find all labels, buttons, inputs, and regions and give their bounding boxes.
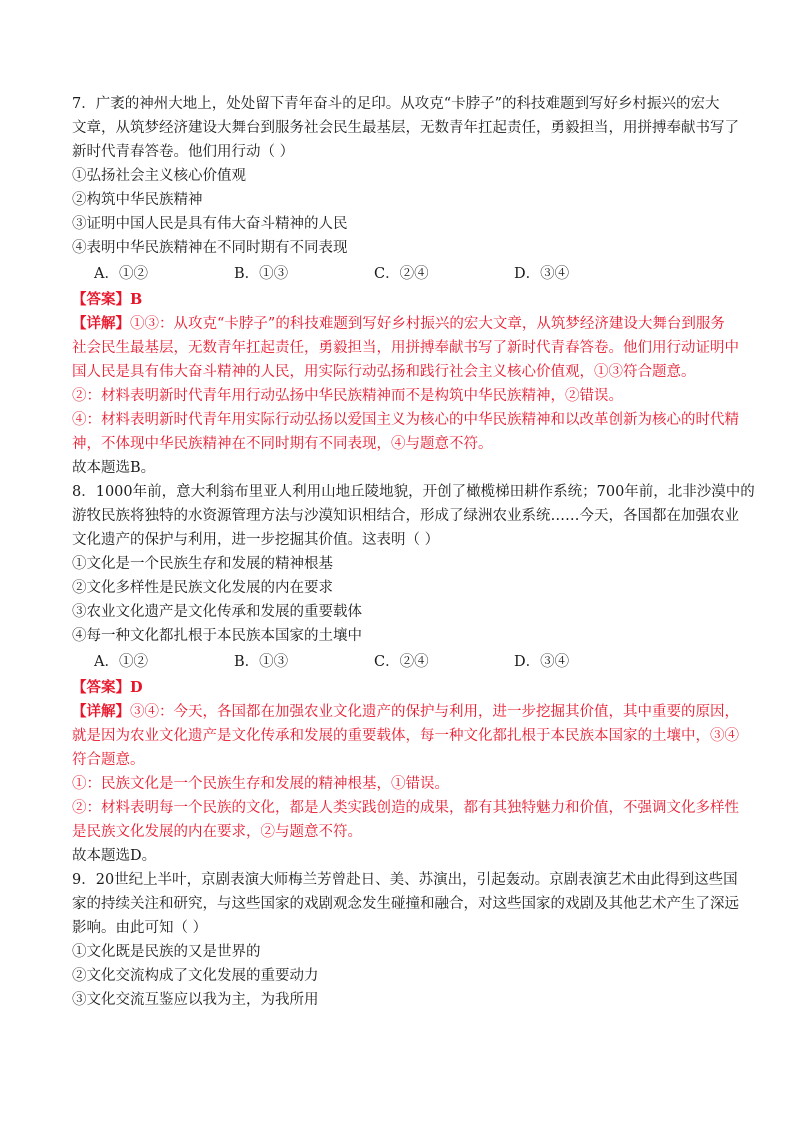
choice-d: D．③④ [514, 654, 570, 670]
option-item: ②文化多样性是民族文化发展的内在要求 [72, 580, 333, 596]
option-item: ②文化交流构成了文化发展的重要动力 [72, 968, 319, 984]
question-stem-line: 新时代青春答卷。他们用行动（ ） [72, 144, 295, 160]
question-stem-line: 家的持续关注和研究，与这些国家的戏剧观念发生碰撞和融合，对这些国家的戏剧及其他艺术产生了深远 [72, 896, 739, 912]
explanation-line: ②：材料表明每一个民族的文化，都是人类实践创造的成果，都有其独特魅力和价值，不强调文化多样性 [72, 800, 739, 816]
question-stem-line: 7．广袤的神州大地上，处处留下青年奋斗的足印。从攻克“卡脖子”的科技难题到写好乡村振兴的宏大 [72, 96, 720, 112]
choice-a: A．①② [94, 266, 148, 282]
option-item: ④每一种文化都扎根于本民族本国家的土壤中 [72, 628, 362, 644]
choice-b: B．①③ [234, 654, 289, 670]
explanation-line [72, 312, 728, 336]
option-item: ④表明中华民族精神在不同时期有不同表现 [72, 240, 348, 256]
explanation-text: ③④：今天，各国都在加强农业文化遗产的保护与利用，进一步挖掘其价值，其中重要的原因， [130, 704, 739, 720]
question-stem-line: 游牧民族将独特的水资源管理方法与沙漠知识相结合，形成了绿洲农业系统……今天，各国都在加强农业 [72, 508, 739, 524]
explanation-line [72, 700, 739, 724]
question-9 [72, 868, 739, 1012]
choice-a: A．①② [94, 654, 148, 670]
choice-row [72, 648, 728, 676]
explanation-line: 社会民生最基层，无数青年扛起责任，勇毅担当，用拼搏奉献书写了新时代青春答卷。他们用行动证明中 [72, 340, 739, 356]
question-stem-line: 文章，从筑梦经济建设大舞台到服务社会民生最基层，无数青年扛起责任，勇毅担当，用拼搏奉献书写了 [72, 120, 739, 136]
question-8 [72, 480, 755, 868]
question-stem-line: 影响。由此可知（ ） [72, 920, 208, 936]
question-stem-line: 8．1000年前，意大利翁布里亚人利用山地丘陵地貌，开创了橄榄梯田耕作系统；700年前，北非沙漠中的 [72, 484, 755, 500]
explanation-label: 【详解】 [72, 703, 130, 720]
question-stem-line: 文化遗产的保护与利用，进一步挖掘其价值。这表明（ ） [72, 532, 440, 548]
explanation-line: 就是因为农业文化遗产是文化传承和发展的重要载体，每一种文化都扎根于本民族本国家的土壤中，③④ [72, 728, 739, 744]
option-item: ③证明中国人民是具有伟大奋斗精神的人民 [72, 216, 348, 232]
question-7 [72, 92, 739, 480]
choice-c: C．②④ [374, 266, 429, 282]
option-item: ②构筑中华民族精神 [72, 192, 203, 208]
option-item: ①文化是一个民族生存和发展的精神根基 [72, 556, 333, 572]
explanation-line: ①：民族文化是一个民族生存和发展的精神根基，①错误。 [72, 776, 449, 792]
explanation-line: ②：材料表明新时代青年用行动弘扬中华民族精神而不是构筑中华民族精神，②错误。 [72, 388, 623, 404]
question-stem-line: 9．20世纪上半叶，京剧表演大师梅兰芳曾赴日、美、苏演出，引起轰动。京剧表演艺术由此得到这些国 [72, 872, 738, 888]
explanation-text: ①③：从攻克“卡脖子”的科技难题到写好乡村振兴的宏大文章，从筑梦经济建设大舞台到服务 [130, 316, 725, 332]
answer-label: 【答案】D [72, 679, 143, 696]
option-item: ①文化既是民族的又是世界的 [72, 944, 261, 960]
explanation-line: 符合题意。 [72, 752, 145, 768]
explanation-line: 神，不体现中华民族精神在不同时期有不同表现，④与题意不符。 [72, 436, 493, 452]
explanation-line: ④：材料表明新时代青年用实际行动弘扬以爱国主义为核心的中华民族精神和以改革创新为核心的时代精 [72, 412, 739, 428]
choice-c: C．②④ [374, 654, 429, 670]
conclusion-line: 故本题选B。 [72, 460, 156, 476]
page-content [72, 92, 755, 1012]
explanation-line: 是民族文化发展的内在要求，②与题意不符。 [72, 824, 362, 840]
option-item: ③文化交流互鉴应以我为主，为我所用 [72, 992, 319, 1008]
choice-row [72, 260, 728, 288]
conclusion-line: 故本题选D。 [72, 848, 157, 864]
explanation-label: 【详解】 [72, 315, 130, 332]
choice-b: B．①③ [234, 266, 289, 282]
answer-label: 【答案】B [72, 291, 143, 308]
choice-d: D．③④ [514, 266, 570, 282]
explanation-line: 国人民是具有伟大奋斗精神的人民，用实际行动弘扬和践行社会主义核心价值观，①③符合题意。 [72, 364, 696, 380]
option-item: ①弘扬社会主义核心价值观 [72, 168, 246, 184]
option-item: ③农业文化遗产是文化传承和发展的重要载体 [72, 604, 362, 620]
